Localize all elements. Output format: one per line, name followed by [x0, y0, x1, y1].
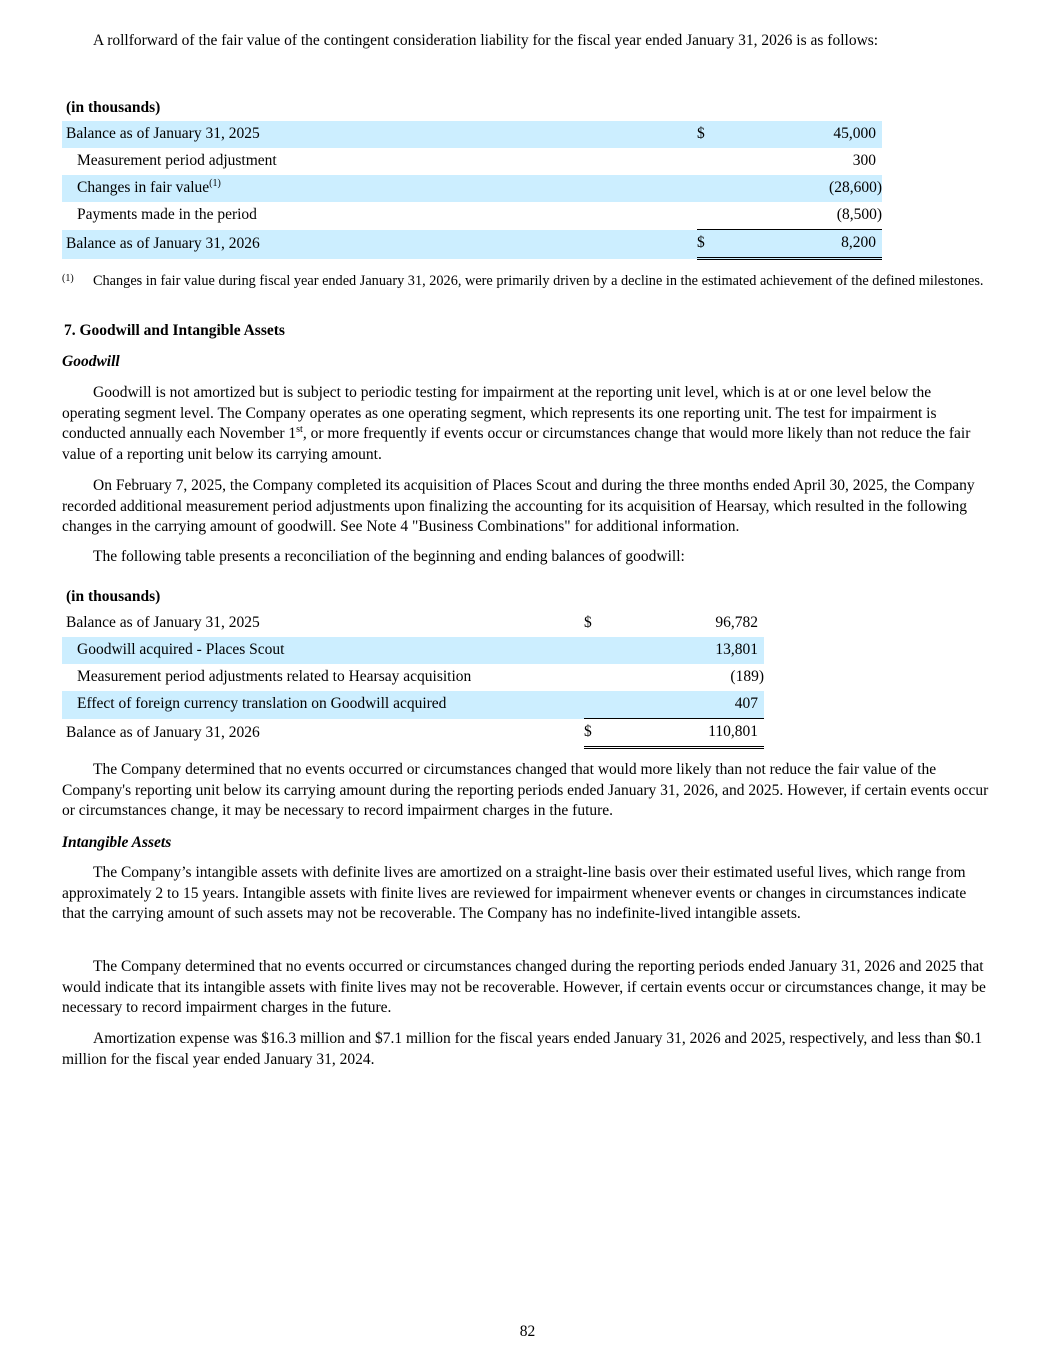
- row-value: 13,801: [604, 637, 764, 664]
- page-number: 82: [519, 1323, 536, 1340]
- goodwill-reconciliation-table: [62, 610, 764, 749]
- intangibles-paragraph-1: The Company’s intangible assets with definite lives are amortized on a straight-line basis over their estimated useful lives, which range from approximately 2 to 15 years. Intangible assets with finite lives are reviewed for impairment whenever events or changes in circumstances indicate that the carrying amount of such assets may not be recoverable. The Company has no indefinite-lived intangible assets.: [62, 864, 967, 923]
- goodwill-paragraph-3: The following table presents a reconciliation of the beginning and ending balances of goodwill:: [93, 548, 685, 565]
- goodwill-p1-text-a: Goodwill is not amortized but is subject to periodic testing for impairment at the reporting unit level, which is at or one level below the operating segment level. The Company operates as one operating segment, which represents its one reporting unit. The test for impairment is conducted annually each November 1: [62, 384, 937, 443]
- row-currency: $: [584, 719, 604, 748]
- goodwill-heading: Goodwill: [62, 353, 120, 370]
- row-value: (8,500): [836, 206, 882, 224]
- table-row: [62, 202, 882, 230]
- row-currency: [697, 148, 717, 175]
- row-currency: $: [697, 230, 717, 259]
- row-value: (189): [730, 668, 764, 686]
- row-label: Payments made in the period: [77, 206, 257, 224]
- row-label: Measurement period adjustment: [77, 152, 277, 170]
- goodwill-p1-text-b: , or more frequently if events occur or circumstances change that would more likely than not reduce the fair value of a reporting unit below its carrying amount.: [62, 425, 971, 464]
- table-row: [62, 175, 882, 202]
- row-currency: [584, 664, 604, 691]
- footnote-mark: (1): [62, 273, 74, 284]
- table2-unit-label: (in thousands): [66, 588, 161, 605]
- table-row: [62, 664, 764, 691]
- row-value: (28,600): [717, 175, 882, 202]
- footnote: [62, 272, 992, 291]
- row-label: Measurement period adjustments related to Hearsay acquisition: [77, 668, 472, 686]
- row-currency: $: [584, 614, 592, 632]
- row-label: Effect of foreign currency translation on Goodwill acquired: [62, 691, 584, 719]
- row-currency: [697, 202, 717, 230]
- contingent-consideration-table: [62, 121, 882, 260]
- goodwill-paragraph-1: [62, 383, 992, 466]
- table-row-total: [62, 719, 764, 748]
- row-label: Balance as of January 31, 2025: [66, 614, 260, 632]
- row-currency: [584, 637, 604, 664]
- row-value: 110,801: [604, 719, 764, 748]
- row-value: 300: [852, 152, 876, 170]
- intangibles-paragraph-3: Amortization expense was $16.3 million and $7.1 million for the fiscal years ended January 31, 2026 and 2025, respectively, and less than $0.1 million for the fiscal year ended January 31, 2024.: [62, 1030, 983, 1068]
- row-label: Balance as of January 31, 2025: [62, 121, 697, 148]
- row-value: 407: [604, 691, 764, 719]
- table-row: [62, 691, 764, 719]
- row-value: 96,782: [715, 614, 758, 632]
- intro-paragraph: A rollforward of the fair value of the contingent consideration liability for the fiscal year ended January 31, 2026 is as follows:: [93, 32, 879, 49]
- row-currency: [584, 691, 604, 719]
- row-currency: [697, 175, 717, 202]
- row-value: 8,200: [717, 230, 882, 259]
- intangibles-paragraph-2: The Company determined that no events occurred or circumstances changed during the reporting periods ended January 31, 2026 and 2025 that would indicate that its intangible assets with finite lives may not be recoverable. However, if certain events occur or circumstances change, it may be necessary to record impairment charges in the future.: [62, 958, 986, 1017]
- intangibles-heading: Intangible Assets: [62, 834, 172, 851]
- footnote-ref: (1): [209, 177, 221, 189]
- table-row: [62, 148, 882, 175]
- table-row-total: [62, 230, 882, 259]
- row-label: Balance as of January 31, 2026: [66, 723, 260, 741]
- footnote-text: Changes in fair value during fiscal year ended January 31, 2026, were primarily driven by a decline in the estimated achievement of the defined milestones.: [93, 273, 984, 289]
- row-label: Balance as of January 31, 2026: [62, 230, 697, 259]
- table1-unit-label: (in thousands): [66, 99, 161, 116]
- goodwill-paragraph-2: On February 7, 2025, the Company completed its acquisition of Places Scout and during the three months ended April 30, 2025, the Company recorded additional measurement period adjustments upon finalizing the accounting for its acquisition of Hearsay, which resulted in the following changes in the carrying amount of goodwill. See Note 4 "Business Combinations" for additional information.: [62, 477, 975, 536]
- section-heading: 7. Goodwill and Intangible Assets: [64, 322, 285, 339]
- table-row: [62, 121, 882, 148]
- row-label: Goodwill acquired - Places Scout: [62, 637, 584, 664]
- row-value: 45,000: [717, 121, 882, 148]
- goodwill-paragraph-4: The Company determined that no events occurred or circumstances changed that would more likely than not reduce the fair value of the Company's reporting unit below its carrying amount during the reporting periods ended January 31, 2026, and 2025. However, if certain events occur or circumstances change, it may be necessary to record impairment charges in the future.: [62, 761, 989, 820]
- row-label-text: Changes in fair value: [77, 179, 210, 197]
- ordinal-suffix: st: [296, 424, 303, 436]
- table-row: [62, 610, 764, 637]
- row-currency: $: [697, 121, 717, 148]
- table-row: [62, 637, 764, 664]
- row-label: [62, 175, 697, 202]
